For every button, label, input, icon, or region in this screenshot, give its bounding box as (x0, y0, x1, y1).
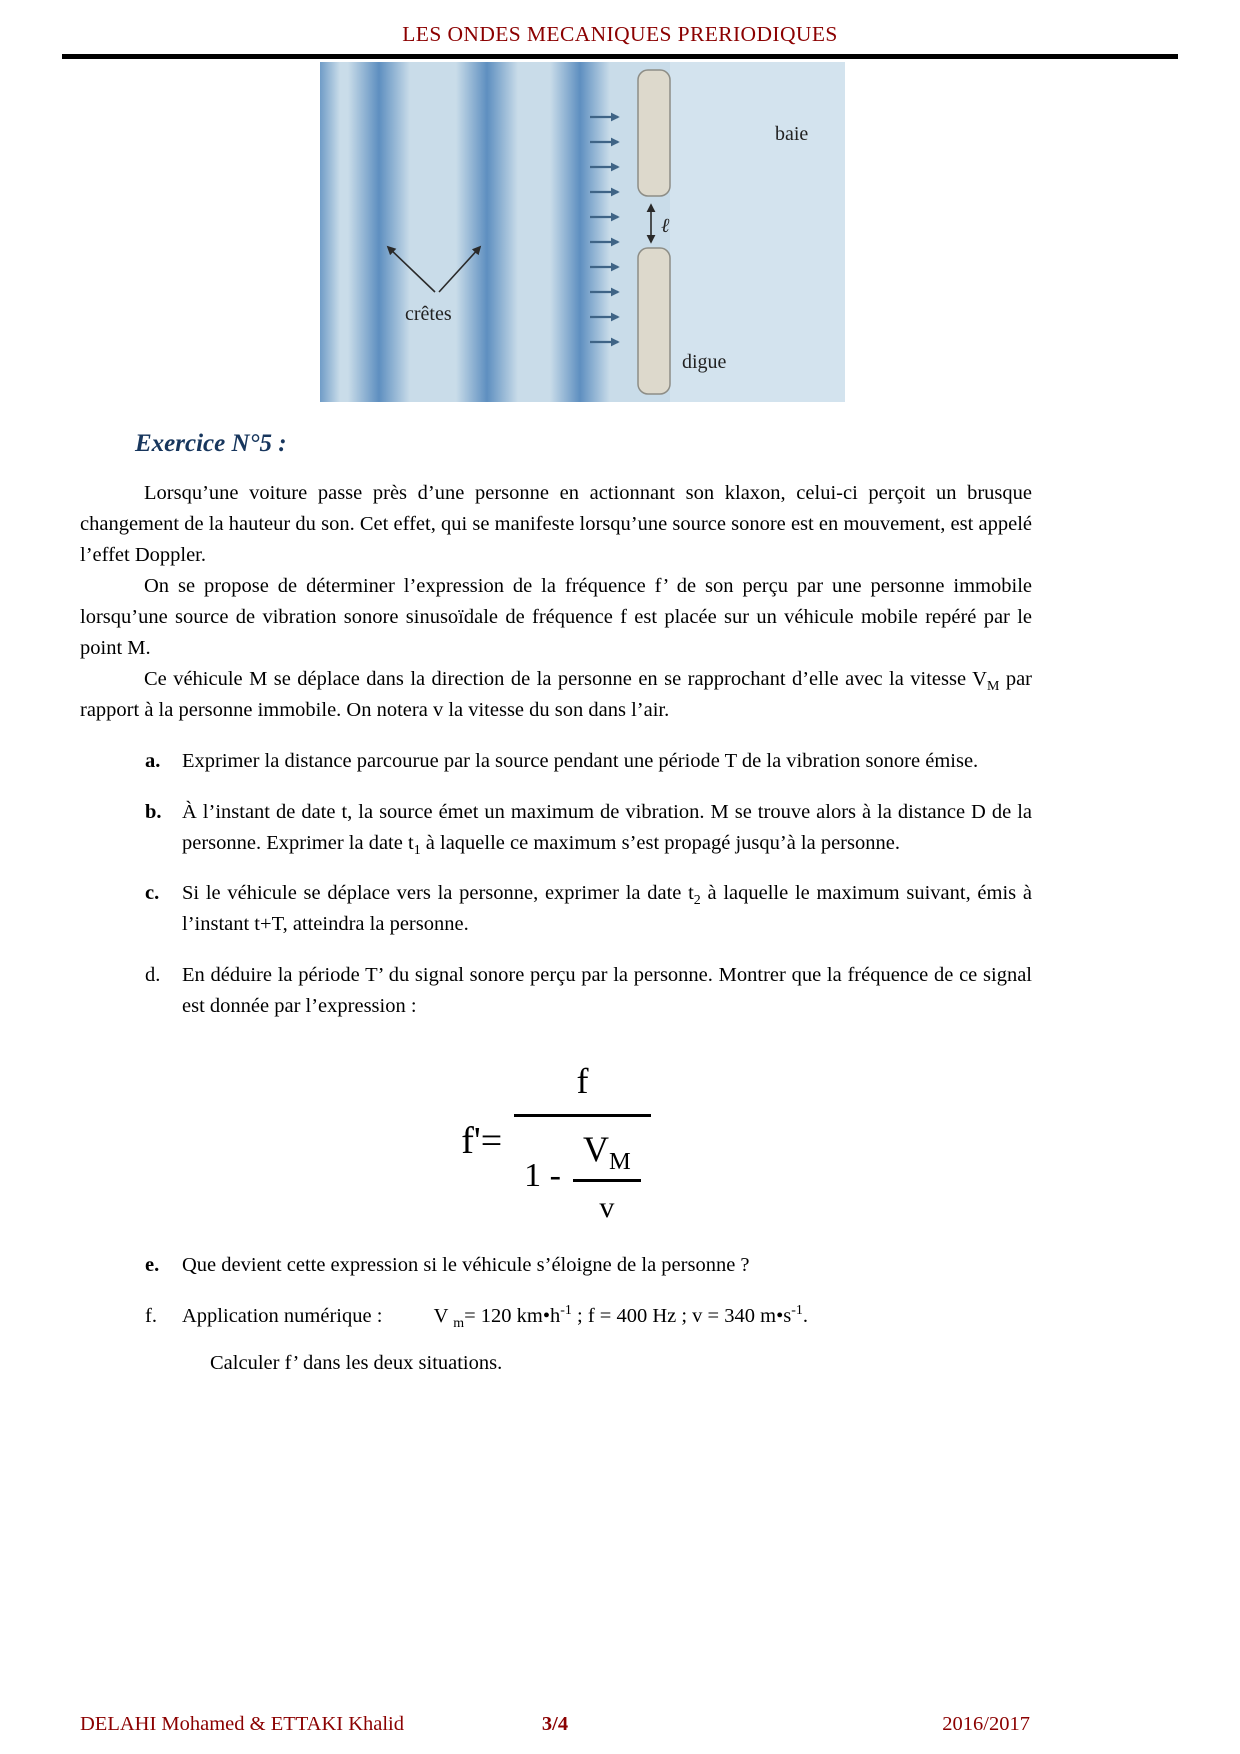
formula-fraction (514, 1054, 651, 1230)
dike-top-segment (638, 70, 670, 196)
inner-numerator (573, 1122, 641, 1176)
doppler-frequency-formula (80, 1054, 1032, 1230)
fraction-bar (573, 1179, 641, 1182)
item-body: Application numérique : V $_m$= 120 $km•h^{-1}$ ; f = 400 Hz ; v = 340 $m•s^{-1}$. (182, 1302, 808, 1331)
page-footer (80, 1708, 1030, 1736)
paragraph-problem-statement: On se propose de déterminer l’expression de la fréquence f’ de son perçu par une personne immobile lorsqu’une source de vibration sonore sinusoïdale de fréquence f est placée sur un véhicule mobile repéré par le point M. (80, 574, 1032, 659)
footer-page-number: 3/4 (541, 1713, 569, 1735)
question-item-b (80, 797, 1032, 859)
item-marker: d. (145, 964, 161, 987)
inner-denominator: v (599, 1190, 615, 1224)
formula-denominator (514, 1122, 651, 1230)
question-item-d (80, 960, 1032, 1022)
denominator-prefix: 1 - (524, 1157, 561, 1195)
item-body: En déduire la période T’ du signal sonore perçu par la personne. Montrer que la fréquence de ce signal est donnée par l’expression : (182, 964, 1032, 1018)
wave-crest-stripe (320, 62, 340, 402)
fraction-bar (514, 1114, 651, 1117)
wave-diffraction-figure (320, 62, 845, 402)
cretes-label: crêtes (405, 303, 452, 325)
inner-fraction (573, 1122, 641, 1230)
item-marker: e. (145, 1253, 160, 1276)
question-item-a (80, 746, 1032, 777)
question-item-e (80, 1250, 1032, 1281)
item-body: Si le véhicule se déplace vers la personne, exprimer la date $t_2$ à laquelle le maximum suivant, émis à l’instant t+T, atteindra la personne. (182, 882, 1032, 936)
diffraction-svg (320, 62, 845, 402)
footer-authors: DELAHI Mohamed & ETTAKI Khalid (80, 1713, 405, 1735)
page-title: LES ONDES MECANIQUES PRERIODIQUES (402, 22, 838, 46)
item-marker: f. (145, 1304, 157, 1327)
header-divider (62, 54, 1178, 59)
wave-crest-stripe (550, 62, 610, 402)
exercise-heading: Exercice N°5 : (135, 430, 287, 457)
wave-crest-stripe (456, 62, 518, 402)
question-item-f (80, 1301, 1032, 1332)
paragraph-vehicle-motion: Ce véhicule M se déplace dans la direction de la personne en se rapprochant d’elle avec la vitesse $V_M$ par rapport à la personne immobile. On notera v la vitesse du son dans l’air. (80, 667, 1032, 721)
wave-crest-stripe (348, 62, 410, 402)
velocity-symbol: V (583, 1128, 609, 1169)
footer-year: 2016/2017 (942, 1713, 1030, 1735)
item-marker: c. (145, 882, 160, 905)
item-body: Exprimer la distance parcourue par la source pendant une période T de la vibration sonore émise. (182, 749, 979, 772)
gap-label: ℓ (661, 215, 670, 237)
baie-label: baie (775, 123, 809, 145)
item-marker: b. (145, 800, 162, 823)
item-marker: a. (145, 749, 161, 772)
formula-numerator: f (576, 1061, 589, 1102)
paragraph-intro-doppler: Lorsqu’une voiture passe près d’une personne en actionnant son klaxon, celui-ci perçoit un brusque changement de la hauteur du son. Cet effet, qui se manifeste lorsqu’une source sonore est en mouvement, est appelé l’effet Doppler. (80, 482, 1032, 566)
item-body: Que devient cette expression si le véhicule s’éloigne de la personne ? (182, 1253, 750, 1276)
question-item-c (80, 878, 1032, 940)
exercise-body (80, 478, 1032, 1379)
item-body: À l’instant de date t, la source émet un maximum de vibration. M se trouve alors à la distance D de la personne. Exprimer la date $t_1$ à laquelle ce maximum s’est propagé jusqu’à la personne. (182, 800, 1032, 858)
velocity-subscript: M (609, 1147, 631, 1175)
compute-instruction: Calculer f’ dans les deux situations. (210, 1351, 503, 1374)
digue-label: digue (682, 351, 727, 373)
dike-bottom-segment (638, 248, 670, 394)
formula-lhs: f'= (461, 1120, 503, 1163)
